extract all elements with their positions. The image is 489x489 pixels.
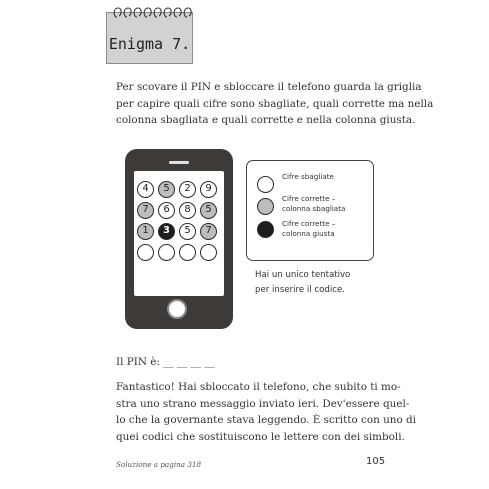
intro-line: Per scovare il PIN e sbloccare il telefono guarda la griglia xyxy=(116,81,422,93)
outro-line: stra uno strano messaggio inviato ieri. Dev'essere quel- xyxy=(116,397,410,410)
legend-correct-right-col-label-1: Cifre corrette – xyxy=(282,219,336,228)
page-number: 105 xyxy=(366,456,386,467)
legend-wrong-label: Cifre sbagliate xyxy=(282,172,334,181)
empty-pin-slot xyxy=(158,244,175,261)
phone-speaker xyxy=(169,161,189,164)
outro-line: quei codici che sostituiscono le lettere con dei simboli. xyxy=(116,430,405,443)
outro-line: Fantastico! Hai sbloccato il telefono, che subito ti mo- xyxy=(116,381,401,393)
spiral-rings-icon xyxy=(113,5,193,19)
wrong-digit-circle-icon xyxy=(257,176,274,193)
empty-pin-slot xyxy=(200,244,217,261)
pin-digit-circle: 5 xyxy=(200,202,217,219)
intro-line: per capire quali cifre sono sbagliate, quali corrette ma nella xyxy=(116,97,434,110)
pin-digit-circle: 5 xyxy=(158,181,175,198)
legend-correct-wrong-col-label-1: Cifre corrette – xyxy=(282,194,336,203)
pin-digit-circle: 7 xyxy=(200,223,217,240)
pin-digit-circle: 8 xyxy=(179,202,196,219)
pin-answer-line: Il PIN è: __ __ __ __ xyxy=(116,356,215,368)
home-button xyxy=(167,299,187,319)
pin-digit-circle: 2 xyxy=(179,181,196,198)
intro-paragraph xyxy=(116,79,434,129)
phone-illustration xyxy=(125,149,233,329)
pin-digit-circle: 4 xyxy=(137,181,154,198)
legend-correct-right-col-label-2: colonna giusta xyxy=(282,229,335,238)
note-line: Hai un unico tentativo xyxy=(255,270,351,280)
solution-footnote: Soluzione a pagina 318 xyxy=(116,460,202,469)
correct-right-column-circle-icon xyxy=(257,221,274,238)
pin-digit-circle: 9 xyxy=(200,181,217,198)
phone-screen xyxy=(134,171,224,296)
title-card xyxy=(106,12,193,64)
empty-pin-slot xyxy=(137,244,154,261)
legend-correct-wrong-col-label-2: colonna sbagliata xyxy=(282,204,346,213)
pin-digit-circle: 6 xyxy=(158,202,175,219)
attempt-note xyxy=(255,268,350,297)
outro-paragraph xyxy=(116,379,417,445)
legend-box xyxy=(246,160,374,261)
pin-digit-circle: 5 xyxy=(179,223,196,240)
page-title: Enigma 7. xyxy=(108,35,191,53)
correct-wrong-column-circle-icon xyxy=(257,198,274,215)
pin-digit-circle: 3 xyxy=(158,223,175,240)
intro-line: colonna sbagliata e quali corrette e nella colonna giusta. xyxy=(116,114,416,126)
pin-digit-circle: 1 xyxy=(137,223,154,240)
empty-pin-slot xyxy=(179,244,196,261)
note-line: per inserire il codice. xyxy=(255,284,345,295)
pin-digit-circle: 7 xyxy=(137,202,154,219)
outro-line: lo che la governante stava leggendo. È scritto con uno di xyxy=(116,414,417,426)
